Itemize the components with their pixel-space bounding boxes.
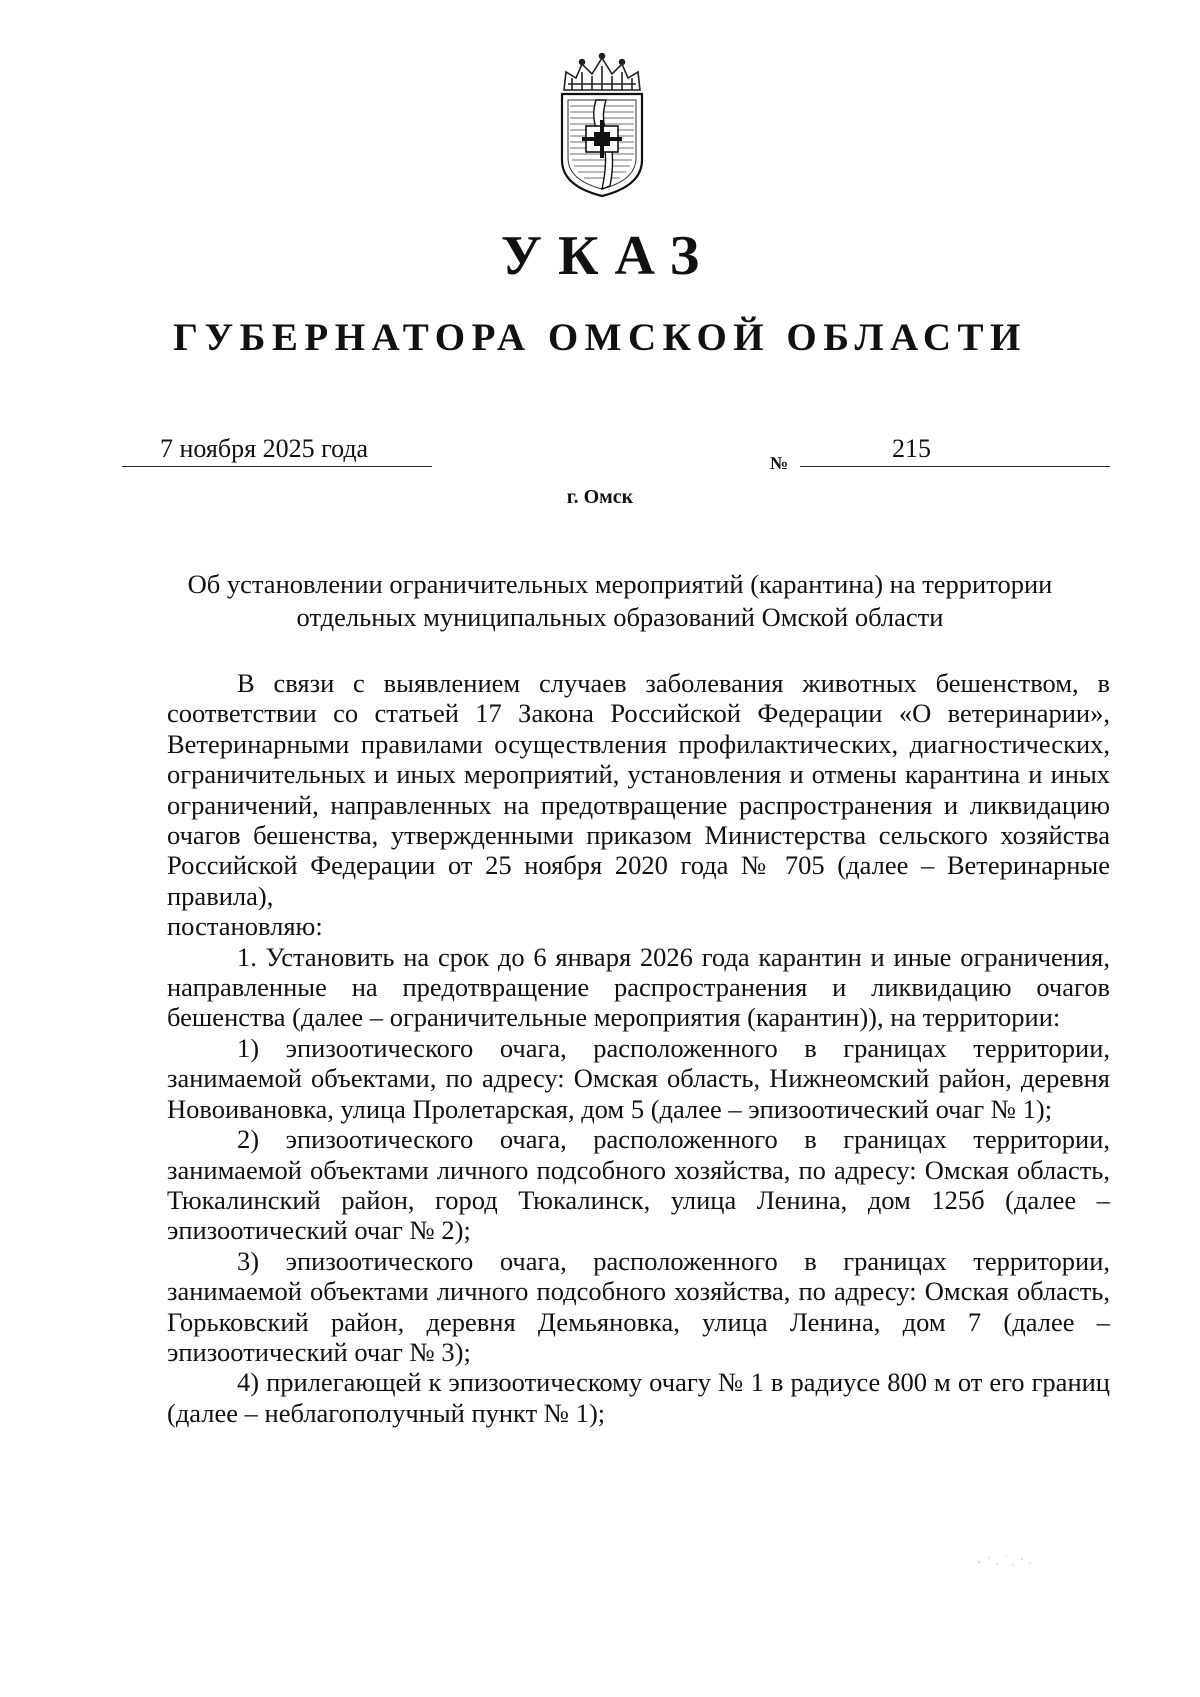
resolve-paragraph: постановляю: bbox=[167, 911, 323, 942]
decree-title: УКАЗ bbox=[500, 225, 716, 287]
omsk-coat-of-arms-emblem bbox=[552, 50, 652, 200]
document-title-line: отдельных муниципальных образований Омской области bbox=[296, 602, 944, 632]
subclause-3-paragraph: 3) эпизоотического очага, расположенного в границах территории, занимаемой объектами личного подсобного хозяйства, по адресу: Омская область, Горьковский район, деревня Демьяновка, улица Ленина, дом 7 (далее – эпизоотический очаг № 3); bbox=[167, 1245, 1110, 1367]
city-label: г. Омск bbox=[566, 486, 634, 508]
governor-subtitle: ГУБЕРНАТОРА ОМСКОЙ ОБЛАСТИ bbox=[173, 316, 1027, 359]
subclause-4-paragraph: 4) прилегающей к эпизоотическому очагу № 1 в радиусе 800 м от его границ (далее – неблагополучный пункт № 1); bbox=[167, 1367, 1110, 1428]
scan-artifact bbox=[975, 1550, 1035, 1572]
decree-number: 215 bbox=[892, 434, 931, 463]
document-title bbox=[140, 568, 1100, 634]
clause-1-paragraph: 1. Установить на срок до 6 января 2026 года карантин и иные ограничения, направленные на предотвращение распространения и ликвидацию очагов бешенства (далее – ограничительные мероприятия (карантин)), на территории: bbox=[167, 941, 1110, 1033]
document-title-line: Об установлении ограничительных мероприятий (карантина) на территории bbox=[187, 569, 1053, 599]
preamble-paragraph: В связи с выявлением случаев заболевания животных бешенством, в соответствии со статьей 17 Закона Российской Федерации «О ветеринарии», Ветеринарными правилами осуществления профилактических, диагностических, ограничительных и иных мероприятий, установления и отмены карантина и иных ограничений, направленных на предотвращение распространения и ликвидацию очагов бешенства, утвержденными приказом Министерства сельского хозяйства Российской Федерации от 25 ноября 2020 года № 705 (далее – Ветеринарные правила), bbox=[167, 668, 1110, 911]
subclause-1-paragraph: 1) эпизоотического очага, расположенного в границах территории, занимаемой объектами, по адресу: Омская область, Нижнеомский район, деревня Новоивановка, улица Пролетарская, дом 5 (далее – эпизоотический очаг № 1); bbox=[167, 1032, 1110, 1124]
document-body bbox=[167, 668, 1110, 1428]
decree-date: 7 ноября 2025 года bbox=[160, 434, 369, 463]
number-sign: № bbox=[770, 453, 789, 473]
date-field bbox=[122, 434, 432, 467]
number-field bbox=[800, 434, 1110, 467]
subclause-2-paragraph: 2) эпизоотического очага, расположенного в границах территории, занимаемой объектами личного подсобного хозяйства, по адресу: Омская область, Тюкалинский район, город Тюкалинск, улица Ленина, дом 125б (далее – эпизоотический очаг № 2); bbox=[167, 1124, 1110, 1246]
